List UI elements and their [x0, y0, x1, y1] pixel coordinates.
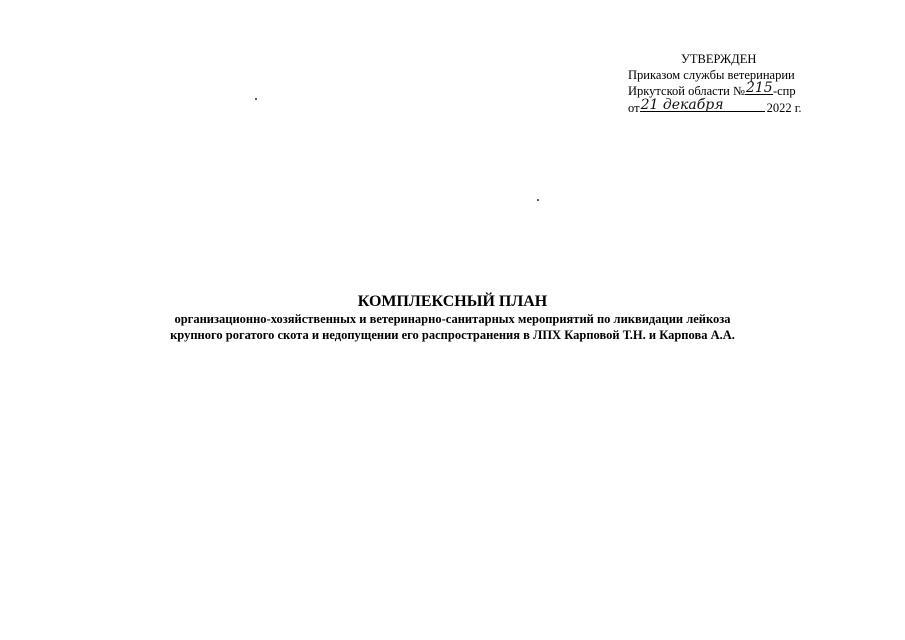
document-subtitle-line-2: крупного рогатого скота и недопущении его распространения в ЛПХ Карповой Т.Н. и Карпова А.А.	[170, 328, 735, 342]
date-prefix: от	[628, 100, 640, 115]
date-year: 2022 г.	[766, 100, 802, 115]
approval-order-line: Приказом службы ветеринарии	[628, 67, 795, 82]
approval-region-text: Иркутской области №	[628, 84, 745, 98]
date-field	[640, 96, 765, 113]
document-heading	[0, 292, 905, 343]
approval-stamp-block	[628, 52, 828, 116]
order-number-handwritten: 215	[745, 80, 773, 96]
scan-speck	[537, 199, 539, 201]
scan-speck	[255, 98, 257, 100]
approval-date-line	[628, 96, 828, 117]
order-number-suffix: -спр	[772, 84, 796, 98]
date-handwritten: 21 декабря	[640, 96, 724, 113]
order-number-field	[745, 80, 773, 96]
document-title: КОМПЛЕКСНЫЙ ПЛАН	[357, 293, 548, 310]
approval-title: УТВЕРЖДЕН	[681, 52, 757, 66]
document-subtitle-line-1: организационно-хозяйственных и ветеринарно-санитарных мероприятий по ликвидации лейкоза	[174, 312, 731, 326]
